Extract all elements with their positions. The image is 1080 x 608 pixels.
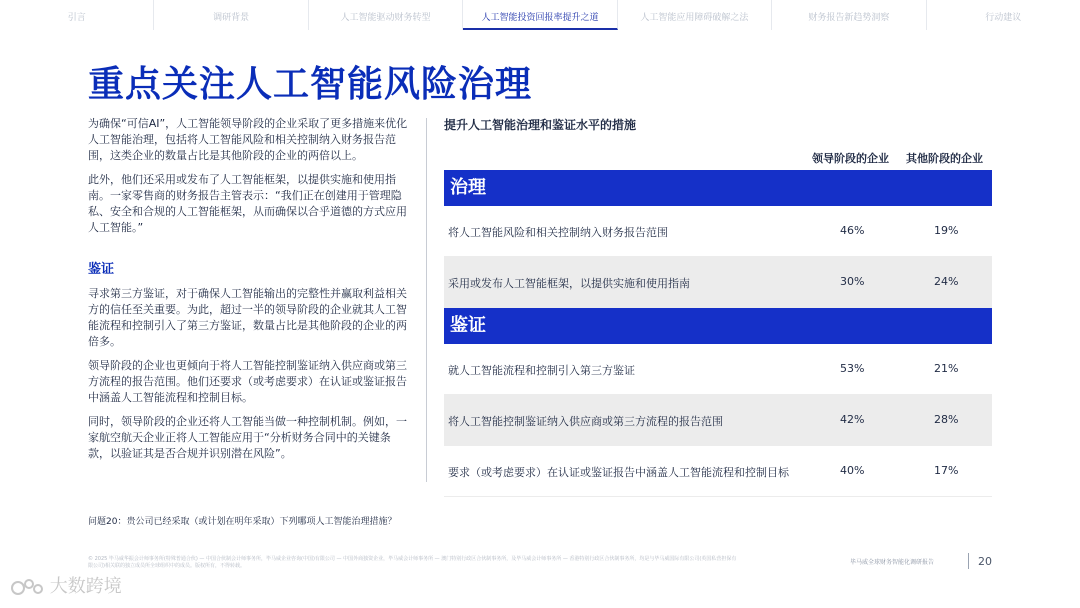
row-label: 采用或发布人工智能框架，以提供实施和使用指南 [448, 277, 690, 290]
leader-value: 46% [840, 224, 865, 237]
report-name: 毕马威全球财务智能化调研报告 [850, 559, 935, 566]
nav-tab-background[interactable]: 调研背景 [154, 0, 308, 30]
table-row [444, 344, 992, 395]
leader-value: 42% [840, 413, 865, 426]
paragraph-verification-2: 领导阶段的企业也更倾向于将人工智能控制鉴证纳入供应商或第三方流程的报告范围。他们还要求（或考虑要求）在认证或鉴证报告中涵盖人工智能流程和控制目标。 [88, 359, 407, 404]
leader-value: 40% [840, 464, 865, 477]
heading-verification: 鉴证 [88, 262, 115, 277]
table-row [444, 395, 992, 446]
paragraph-verification-1: 寻求第三方鉴证，对于确保人工智能输出的完整性并赢取利益相关方的信任至关重要。为此，超过一半的领导阶段的企业就其人工智能流程和控制引入了第三方鉴证，数量占比是其他阶段的企业的两倍多。 [88, 287, 407, 348]
nav-tab-barriers[interactable]: 人工智能应用障碍破解之法 [618, 0, 772, 30]
other-value: 17% [934, 464, 959, 477]
page-number-separator [968, 553, 969, 569]
row-label: 将人工智能风险和相关控制纳入财务报告范围 [448, 226, 668, 239]
table-row [444, 446, 992, 497]
nav-tab-roi[interactable]: 人工智能投资回报率提升之道 [463, 0, 617, 30]
section-header-verification: 鉴证 [444, 308, 992, 344]
page-title: 重点关注人工智能风险治理 [88, 64, 533, 105]
nav-tab-intro[interactable]: 引言 [0, 0, 154, 30]
leader-value: 53% [840, 362, 865, 375]
nav-tab-reporting-trends[interactable]: 财务报告新趋势洞察 [772, 0, 926, 30]
row-label: 将人工智能控制鉴证纳入供应商或第三方流程的报告范围 [448, 415, 723, 428]
table-column-headers [444, 136, 992, 170]
survey-question-note: 问题20：贵公司已经采取（或计划在明年采取）下列哪项人工智能治理措施？ [88, 517, 397, 527]
other-value: 21% [934, 362, 959, 375]
nav-tab-transformation[interactable]: 人工智能驱动财务转型 [309, 0, 463, 30]
row-label: 就人工智能流程和控制引入第三方鉴证 [448, 364, 635, 377]
top-navigation [0, 0, 1080, 30]
paragraph-governance-2: 此外，他们还采用或发布了人工智能框架，以提供实施和使用指南。一家零售商的财务报告主管表示：“我们正在创建用于管理隐私、安全和合规的人工智能框架，从而确保以合乎道德的方式应用人工智能。” [88, 173, 407, 234]
table-row [444, 206, 992, 257]
paragraph-verification-3: 同时，领导阶段的企业还将人工智能当做一种控制机制。例如，一家航空航天企业正将人工智能应用于“分析财务合同中的关键条款，以验证其是否合规并识别潜在风险”。 [88, 415, 407, 460]
leader-value: 30% [840, 275, 865, 288]
table-row [444, 257, 992, 308]
section-header-governance: 治理 [444, 170, 992, 206]
row-label: 要求（或考虑要求）在认证或鉴证报告中涵盖人工智能流程和控制目标 [448, 466, 789, 479]
watermark-text: 大数跨境 [49, 576, 122, 597]
other-value: 28% [934, 413, 959, 426]
legal-footer: © 2025 毕马威华振会计师事务所(特殊普通合伙) — 中国合伙制会计师事务所，毕马威企业咨询(中国)有限公司 — 中国外商独资企业，毕马威会计师事务所 — 澳门特别行政区合伙制事务所，及毕马威会计师事务所 — 香港特别行政区合伙制事务所，均是与毕马威国际有限公司(英国私营担保有限公司)相关联的独立成员所全球组织中的成员。版权所有，不得转载。 [88, 556, 737, 569]
column-divider [426, 118, 427, 482]
watermark [10, 572, 122, 598]
measures-table [444, 116, 992, 497]
page-number: 20 [978, 555, 992, 568]
table-title: 提升人工智能治理和鉴证水平的措施 [444, 118, 637, 132]
column-header-leaders: 领导阶段的企业 [812, 152, 889, 165]
paragraph-governance-1: 为确保“可信AI”，人工智能领导阶段的企业采取了更多措施来优化人工智能治理，包括将人工智能风险和相关控制纳入财务报告范围，这类企业的数量占比是其他阶段的企业的两倍以上。 [88, 117, 408, 162]
body-text [88, 116, 410, 470]
watermark-logo-icon [10, 576, 44, 598]
other-value: 24% [934, 275, 959, 288]
column-header-others: 其他阶段的企业 [906, 152, 983, 165]
nav-tab-recommendations[interactable]: 行动建议 [985, 13, 1022, 23]
other-value: 19% [934, 224, 959, 237]
